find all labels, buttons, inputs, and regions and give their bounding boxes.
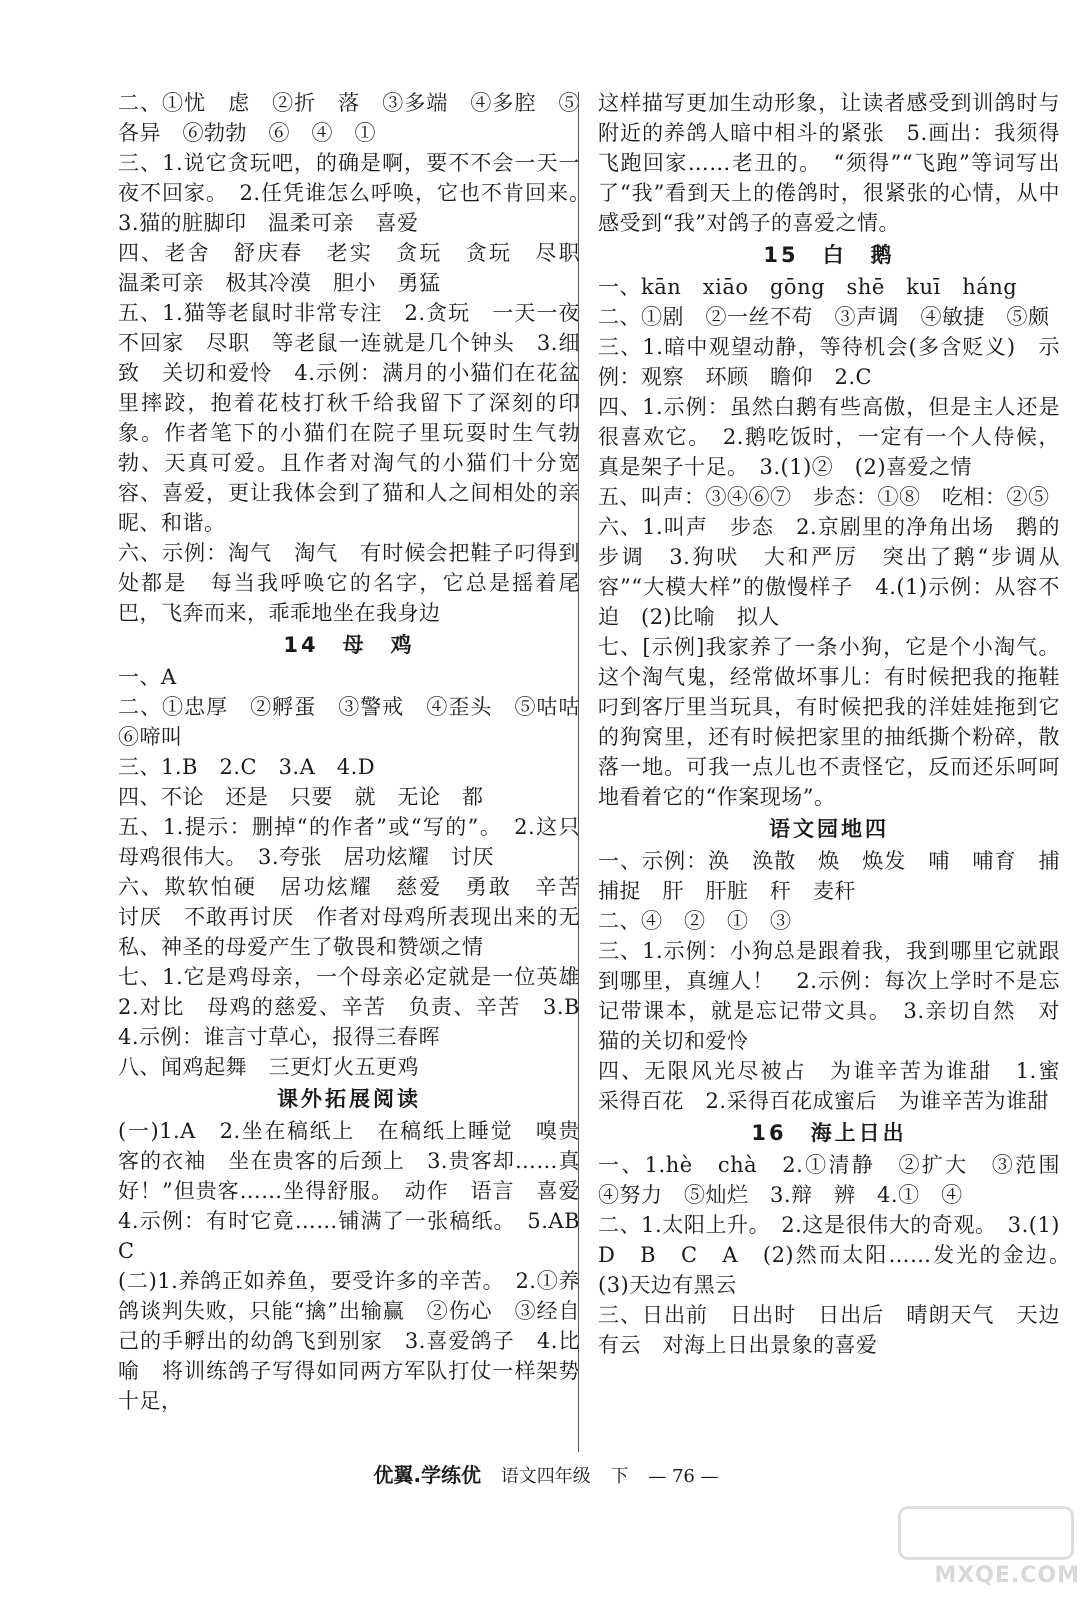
left-answer-paragraph: 五、1.提示：删掉“的作者”或“写的”。 2.这只母鸡很伟大。 3.夸张 居功炫耀 讨厌 — [118, 815, 580, 869]
left-answer-paragraph: 四、不论 还是 只要 就 无论 都 — [118, 785, 484, 809]
right-column — [598, 88, 1082, 1360]
right-answer-paragraph: 这样描写更加生动形象，让读者感受到训鸽时与附近的养鸽人暗中相斗的紧张 5.画出：我须得飞跑回家……老丑的。 “须得”“飞跑”等词写出了“我”看到天上的倦鸽时，很紧张的心情，从中感受到“我”对鸽子的喜爱之情。 — [598, 91, 1060, 235]
right-answer-paragraph: 四、无限风光尽被占 为谁辛苦为谁甜 1.蜜 采得百花 2.采得百花成蜜后 为谁辛苦为谁甜 — [598, 1059, 1082, 1113]
watermark-text: MXQE.COM — [934, 1563, 1080, 1588]
left-section-title: 课外拓展阅读 — [277, 1087, 421, 1111]
right-section-title: 语文园地四 — [769, 817, 889, 841]
footer-brand: 优翼.学练优 — [373, 1463, 482, 1487]
left-column — [118, 88, 602, 1416]
left-answer-paragraph: 五、1.猫等老鼠时非常专注 2.贪玩 一天一夜不回家 尽职 等老鼠一连就是几个钟头 3.细致 关切和爱怜 4.示例：满月的小猫们在花盆里摔跤，抱着花枝打秋千给我留下了深刻的印象。作者笔下的小猫们在院子里玩耍时生气勃勃、天真可爱。且作者对淘气的小猫们十分宽容、喜爱，更让我体会到了猫和人之间相处的亲昵、和谐。 — [118, 301, 580, 535]
footer-volume: 下 — [610, 1466, 629, 1487]
watermark-logo — [894, 1504, 1084, 1594]
right-answer-paragraph: 七、[示例]我家养了一条小狗，它是个小淘气。这个淘气鬼，经常做坏事儿：有时候把我的拖鞋叼到客厅里当玩具，有时候把我的洋娃娃拖到它的狗窝里，还有时候把家里的抽纸撕个粉碎，散落一地。可我一点儿也不责怪它，反而还乐呵呵地看着它的“作案现场”。 — [598, 635, 1060, 809]
right-answer-paragraph: 五、叫声：③④⑥⑦ 步态：①⑧ 吃相：②⑤ — [598, 485, 1050, 509]
right-answer-paragraph: 二、①剧 ②一丝不苟 ③声调 ④敏捷 ⑤颇 — [598, 305, 1050, 329]
left-answer-paragraph: 七、1.它是鸡母亲，一个母亲必定就是一位英雄 2.对比 母鸡的慈爱、辛苦 负责、辛苦 3.B 4.示例：谁言寸草心，报得三春晖 — [118, 965, 602, 1049]
right-answer-paragraph: 六、1.叫声 步态 2.京剧里的净角出场 鹅的步调 3.狗吠 大和严厉 突出了鹅“步调从容”“大模大样”的傲慢样子 4.(1)示例：从容不迫 (2)比喻 拟人 — [598, 515, 1060, 629]
left-answer-paragraph: 二、①忠厚 ②孵蛋 ③警戒 ④歪头 ⑤咕咕 ⑥啼叫 — [118, 695, 602, 749]
left-answer-paragraph: (二)1.养鸽正如养鱼，要受许多的辛苦。 2.①养鸽谈判失败，只能“擒”出输赢 ②伤心 ③经自己的手孵出的幼鸽飞到别家 3.喜爱鸽子 4.比喻 将训练鸽子写得如同两方军队打仗一样架势十足， — [118, 1269, 580, 1413]
right-answer-paragraph: 三、1.示例：小狗总是跟着我，我到哪里它就跟到哪里，真缠人！ 2.示例：每次上学时不是忘记带课本，就是忘记带文具。 3.亲切自然 对猫的关切和爱怜 — [598, 939, 1060, 1053]
right-section-title: 16 海上日出 — [751, 1121, 907, 1145]
right-answer-paragraph: 三、1.暗中观望动静，等待机会(多含贬义) 示例：观察 环顾 瞻仰 2.C — [598, 335, 1060, 389]
right-answer-paragraph: 三、日出前 日出时 日出后 晴朗天气 天边有云 对海上日出景象的喜爱 — [598, 1303, 1060, 1357]
right-answer-paragraph: 二、④ ② ① ③ — [598, 909, 792, 933]
right-answer-paragraph: 一、示例：涣 涣散 焕 焕发 哺 哺育 捕 捕捉 肝 肝脏 秆 麦秆 — [598, 849, 1082, 903]
right-answer-paragraph: 一、kān xiāo gōng shē kuī háng — [598, 275, 1018, 299]
watermark-badge-icon — [898, 1506, 1074, 1560]
page-footer — [0, 1462, 1092, 1490]
column-divider — [578, 92, 579, 1452]
left-answer-paragraph: 二、①忧 虑 ②折 落 ③多端 ④多腔 ⑤各异 ⑥勃勃 ⑥ ④ ① — [118, 91, 580, 145]
left-answer-paragraph: 六、示例：淘气 淘气 有时候会把鞋子叼得到处都是 每当我呼唤它的名字，它总是摇着尾巴，飞奔而来，乖乖地坐在我身边 — [118, 541, 580, 625]
right-section-title: 15 白 鹅 — [763, 243, 895, 267]
left-section-title: 14 母 鸡 — [283, 633, 415, 657]
left-answer-paragraph: 一、A — [118, 665, 177, 689]
footer-page-number: — 76 — — [648, 1466, 719, 1487]
right-answer-paragraph: 一、1.hè chà 2.①清静 ②扩大 ③范围 ④努力 ⑤灿烂 3.辩 辨 4.① ④ — [598, 1153, 1082, 1207]
footer-subject: 语文四年级 — [500, 1466, 591, 1487]
left-answer-paragraph: 八、闻鸡起舞 三更灯火五更鸡 — [118, 1055, 419, 1079]
left-answer-paragraph: 三、1.说它贪玩吧，的确是啊，要不不会一天一夜不回家。 2.任凭谁怎么呼唤，它也不肯回来。 3.猫的脏脚印 温柔可亲 喜爱 — [118, 151, 602, 235]
left-answer-paragraph: (一)1.A 2.坐在稿纸上 在稿纸上睡觉 嗅贵客的衣袖 坐在贵客的后颈上 3.贵客却……真好！”但贵客……坐得舒服。 动作 语言 喜爱 4.示例：有时它竟……铺满了一张稿纸。 5.ABC — [118, 1119, 602, 1263]
left-answer-paragraph: 六、欺软怕硬 居功炫耀 慈爱 勇敢 辛苦 讨厌 不敢再讨厌 作者对母鸡所表现出来的无私、神圣的母爱产生了敬畏和赞颂之情 — [118, 875, 602, 959]
left-answer-paragraph: 三、1.B 2.C 3.A 4.D — [118, 755, 376, 779]
right-answer-paragraph: 四、1.示例：虽然白鹅有些高傲，但是主人还是很喜欢它。 2.鹅吃饭时，一定有一个人侍候，真是架子十足。 3.(1)② (2)喜爱之情 — [598, 395, 1060, 479]
right-answer-paragraph: 二、1.太阳上升。 2.这是很伟大的奇观。 3.(1)D B C A (2)然而太阳……发光的金边。 (3)天边有黑云 — [598, 1213, 1082, 1297]
left-answer-paragraph: 四、老舍 舒庆春 老实 贪玩 贪玩 尽职 温柔可亲 极其冷漠 胆小 勇猛 — [118, 241, 602, 295]
